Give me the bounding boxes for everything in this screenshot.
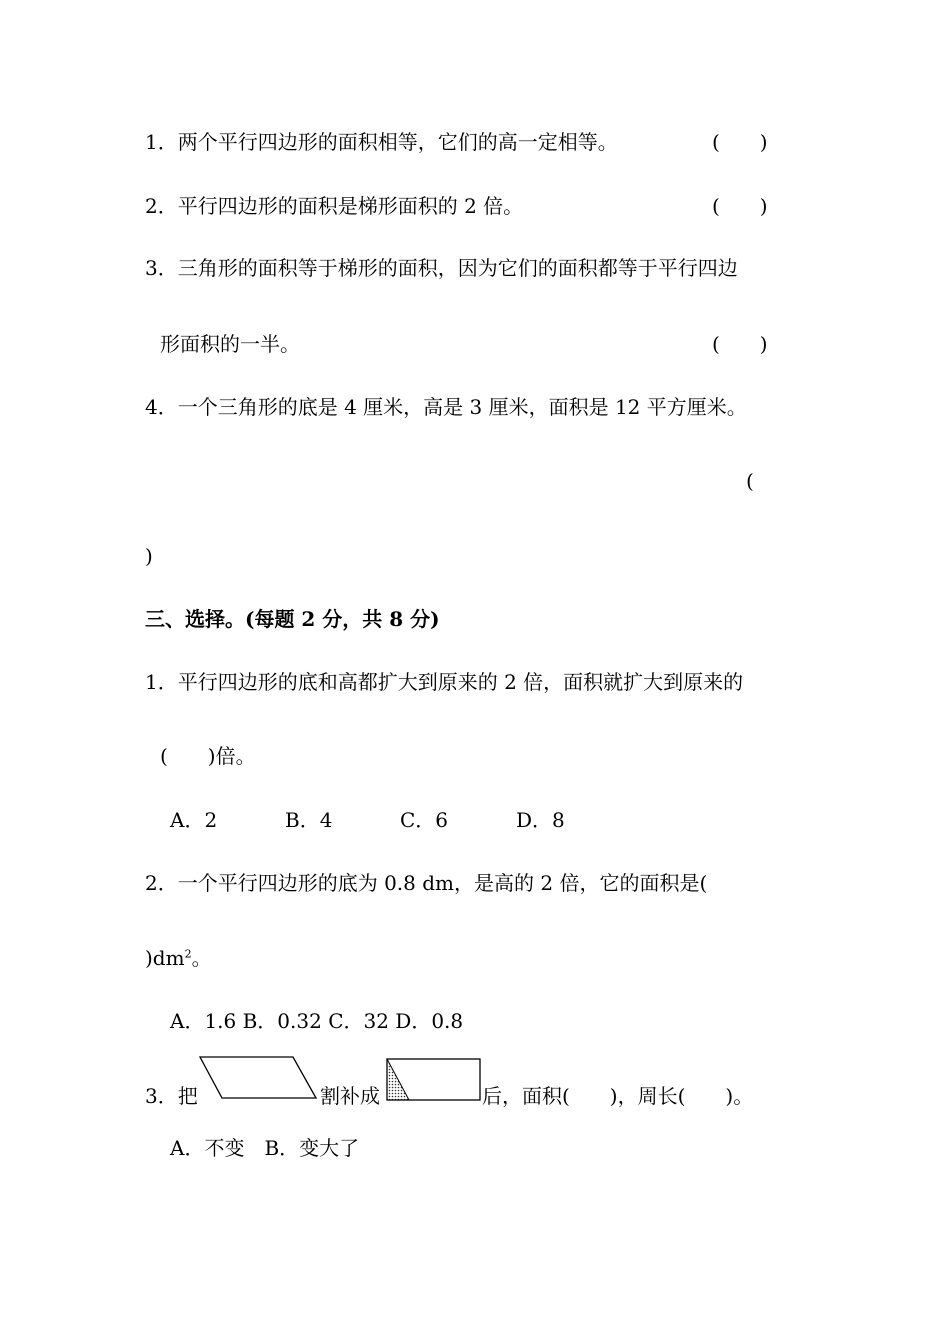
- rectangle-with-shaded-triangle-icon: [385, 1056, 483, 1104]
- choice-q1-text-line1: 1．平行四边形的底和高都扩大到原来的 2 倍，面积就扩大到原来的: [145, 670, 744, 694]
- choice-q2-line2-end: 。: [191, 946, 212, 970]
- judge-q4-paren-open: (: [746, 469, 754, 493]
- choice-q2-unit-exponent: 2: [184, 947, 192, 961]
- judge-q2-text: 2．平行四边形的面积是梯形面积的 2 倍。: [145, 194, 524, 218]
- choice-q3-options: A．不变 B．变大了: [170, 1136, 360, 1160]
- choice-q1-text-line2: ( )倍。: [160, 744, 256, 768]
- choice-q2-options: A．1.6 B．0.32 C．32 D．0.8: [170, 1009, 464, 1033]
- judge-q3-text-line2: 形面积的一半。: [160, 332, 300, 356]
- judge-q3-answer-blank: ( ): [712, 332, 768, 356]
- choice-q2-unit: )dm: [145, 946, 185, 970]
- judge-q2-answer-blank: ( ): [712, 194, 768, 218]
- choice-q1-option-b: B．4: [285, 808, 333, 832]
- choice-q2-text-line1: 2．一个平行四边形的底为 0.8 dm，是高的 2 倍，它的面积是(: [145, 871, 708, 895]
- judge-q4-paren-close: ): [145, 544, 153, 568]
- choice-q1-option-d: D．8: [516, 808, 565, 832]
- parallelogram-icon: [198, 1054, 320, 1102]
- choice-q3-suffix: 后，面积( )，周长( )。: [482, 1084, 754, 1108]
- judge-q1-answer-blank: ( ): [712, 130, 768, 154]
- section3-title: 三、选择。(每题 2 分，共 8 分): [145, 607, 440, 631]
- choice-q3-prefix: 3．把: [145, 1084, 198, 1108]
- choice-q1-option-a: A．2: [170, 808, 218, 832]
- choice-q3-middle: 割补成: [320, 1084, 380, 1108]
- judge-q1-text: 1．两个平行四边形的面积相等，它们的高一定相等。: [145, 130, 618, 154]
- judge-q3-text-line1: 3．三角形的面积等于梯形的面积，因为它们的面积都等于平行四边: [145, 256, 738, 280]
- choice-q1-option-c: C．6: [400, 808, 449, 832]
- choice-q2-text-line2: [145, 946, 212, 970]
- judge-q4-text: 4．一个三角形的底是 4 厘米，高是 3 厘米，面积是 12 平方厘米。: [145, 395, 747, 419]
